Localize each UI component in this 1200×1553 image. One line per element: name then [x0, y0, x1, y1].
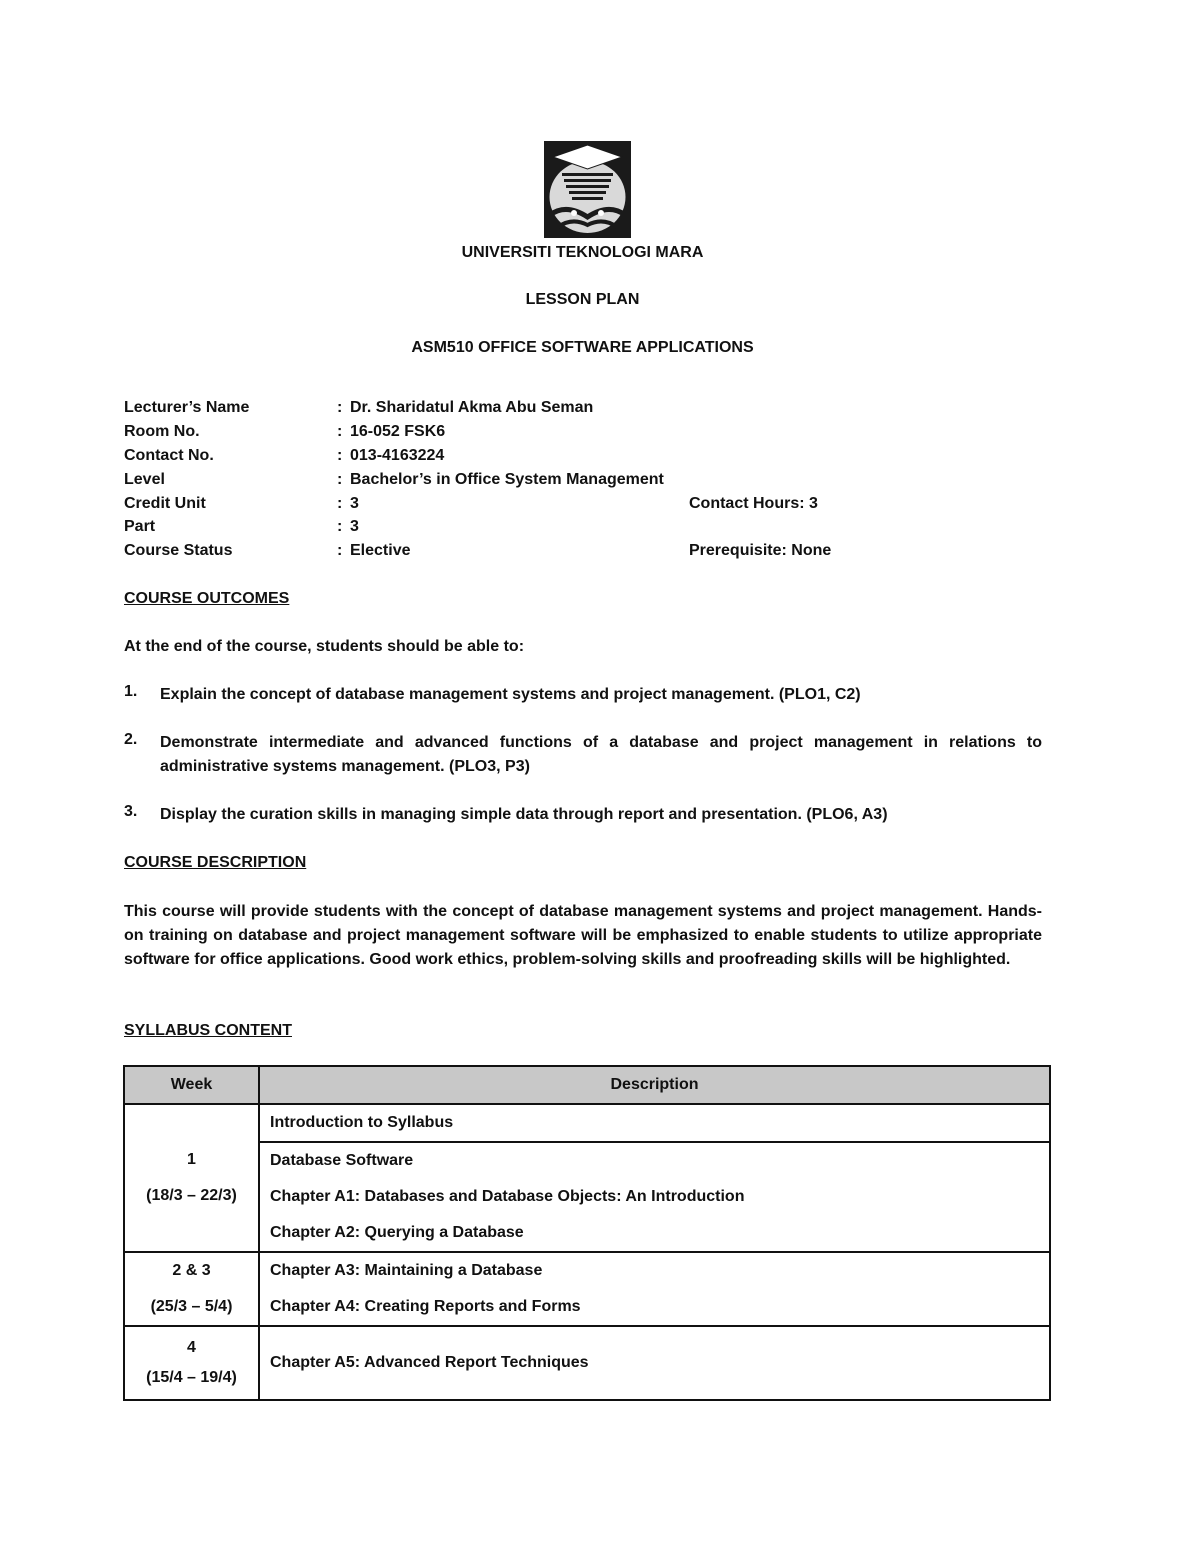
info-row-room: [124, 423, 1084, 445]
info-row-lecturer: [124, 399, 1084, 421]
description-cell: [259, 1326, 1050, 1400]
info-row-credit: [124, 495, 1084, 517]
syllabus-topic: Chapter A5: Advanced Report Techniques: [270, 1354, 589, 1371]
week-dates: (25/3 – 5/4): [150, 1298, 233, 1315]
room-label: Room No.: [124, 423, 200, 440]
week-cell: [124, 1104, 259, 1252]
table-row: [124, 1104, 1050, 1142]
university-logo: [544, 141, 631, 238]
status-value: Elective: [350, 542, 411, 559]
description-cell: [259, 1142, 1050, 1252]
outcome-number: 3.: [124, 803, 138, 820]
outcome-number: 2.: [124, 731, 138, 748]
lecturer-label: Lecturer’s Name: [124, 399, 250, 416]
status-label: Course Status: [124, 542, 233, 559]
university-name: UNIVERSITI TEKNOLOGI MARA: [461, 244, 704, 261]
colon: :: [337, 399, 343, 416]
credit-label: Credit Unit: [124, 495, 206, 512]
info-row-level: [124, 471, 1084, 493]
outcome-text: Explain the concept of database management systems and project management. (PLO1, C2): [160, 686, 861, 703]
prerequisite: Prerequisite: None: [689, 542, 832, 559]
course-title: ASM510 OFFICE SOFTWARE APPLICATIONS: [411, 339, 754, 356]
week-cell: [124, 1252, 259, 1326]
part-value: 3: [350, 518, 359, 535]
syllabus-topic: Database Software: [270, 1152, 414, 1169]
course-description-text: This course will provide students with the concept of database management systems and project management. Hands-on training on database and project management software will be emphasized to enable students to utilize appropriate software for office applications. Good work ethics, problem-solving skills and proofreading skills will be highlighted.: [124, 903, 1042, 968]
table-row: [124, 1142, 1050, 1252]
description-cell: [259, 1252, 1050, 1326]
course-description-heading: COURSE DESCRIPTION: [124, 854, 307, 871]
syllabus-heading: SYLLABUS CONTENT: [124, 1022, 292, 1039]
week-number: 2 & 3: [172, 1262, 211, 1279]
outcome-text: Demonstrate intermediate and advanced functions of a database and project management in relations to administrative systems management. (PLO3, P3): [160, 734, 1042, 775]
outcome-text: Display the curation skills in managing simple data through report and presentation. (PLO6, A3): [160, 806, 888, 823]
week-cell: [124, 1326, 259, 1400]
colon: :: [337, 495, 343, 512]
colon: :: [337, 471, 343, 488]
description-column-header: Description: [259, 1066, 1050, 1104]
table-row: [124, 1252, 1050, 1326]
course-outcomes-heading: COURSE OUTCOMES: [124, 590, 290, 607]
colon: :: [337, 447, 343, 464]
syllabus-table: [123, 1065, 1051, 1401]
contact-value: 013-4163224: [350, 447, 445, 464]
outcomes-intro: At the end of the course, students should be able to:: [124, 638, 525, 655]
syllabus-topic: Chapter A2: Querying a Database: [270, 1224, 524, 1241]
colon: :: [337, 518, 343, 535]
week-dates: (15/4 – 19/4): [146, 1369, 237, 1386]
part-label: Part: [124, 518, 156, 535]
room-value: 16-052 FSK6: [350, 423, 446, 440]
week-number: 1: [187, 1151, 196, 1168]
info-row-status: [124, 542, 1084, 564]
table-header-row: [124, 1066, 1050, 1104]
description-cell: [259, 1104, 1050, 1142]
syllabus-topic: Chapter A1: Databases and Database Objects: An Introduction: [270, 1188, 745, 1205]
info-row-contact: [124, 447, 1084, 469]
syllabus-topic: Chapter A3: Maintaining a Database: [270, 1262, 543, 1279]
table-row: [124, 1326, 1050, 1400]
week-column-header: Week: [124, 1066, 259, 1104]
contact-label: Contact No.: [124, 447, 214, 464]
colon: :: [337, 423, 343, 440]
week-number: 4: [187, 1339, 196, 1356]
credit-value: 3: [350, 495, 359, 512]
syllabus-topic: Introduction to Syllabus: [270, 1114, 454, 1131]
syllabus-topic: Chapter A4: Creating Reports and Forms: [270, 1298, 581, 1315]
document-type: LESSON PLAN: [525, 291, 640, 308]
level-value: Bachelor’s in Office System Management: [350, 471, 664, 488]
colon: :: [337, 542, 343, 559]
level-label: Level: [124, 471, 165, 488]
outcome-number: 1.: [124, 683, 138, 700]
lecturer-value: Dr. Sharidatul Akma Abu Seman: [350, 399, 594, 416]
contact-hours: Contact Hours: 3: [689, 495, 818, 512]
info-row-part: [124, 518, 1084, 540]
week-dates: (18/3 – 22/3): [146, 1187, 237, 1204]
